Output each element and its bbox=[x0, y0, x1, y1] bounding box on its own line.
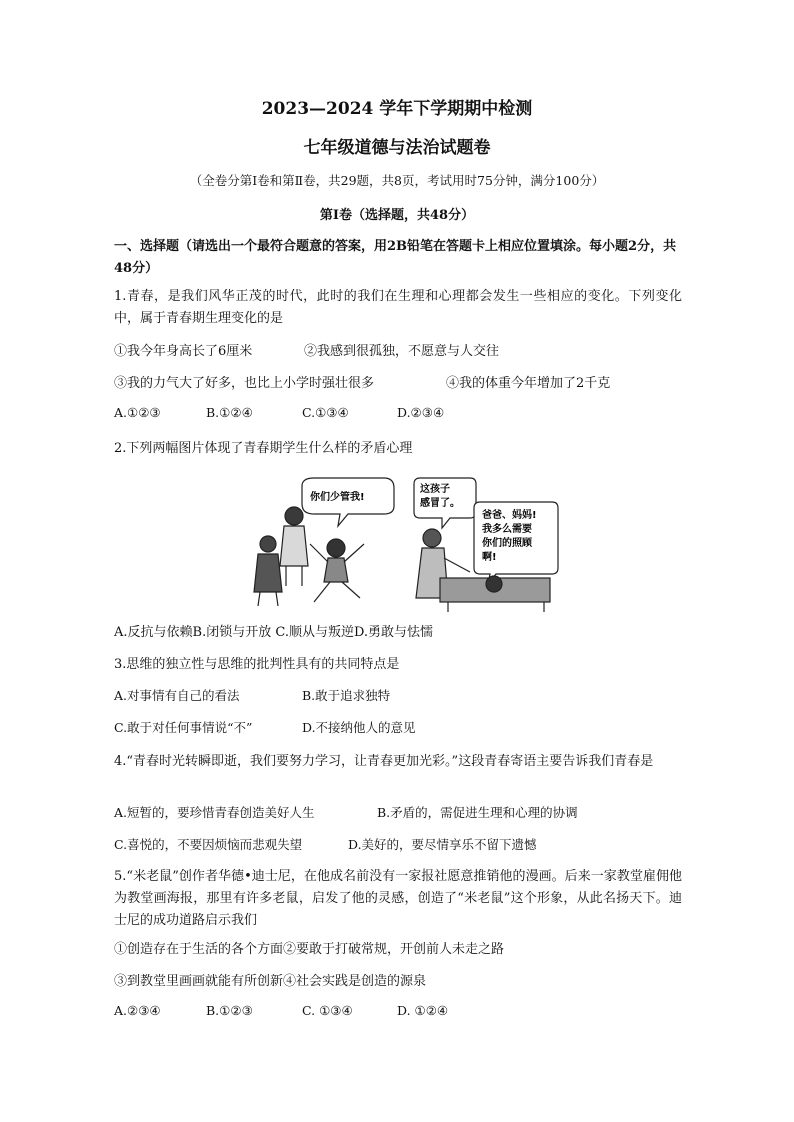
q1-statement-2: ②我感到很孤独，不愿意与人交往 bbox=[304, 344, 500, 359]
q5-statements-1-2: ①创造存在于生活的各个方面②要敢于打破常规，开创前人未走之路 bbox=[114, 942, 505, 957]
q4-option-a: A.短暂的，要珍惜青春创造美好人生 bbox=[114, 805, 315, 820]
q2-bubble-2-line-2: 感冒了。 bbox=[420, 498, 460, 509]
q2-options: A.反抗与依赖B.闭锁与开放 C.顺从与叛逆D.勇敢与怯懦 bbox=[114, 625, 434, 640]
q1-statement-1: ①我今年身高长了6厘米 bbox=[114, 344, 253, 359]
q4-option-b: B.矛盾的，需促进生理和心理的协调 bbox=[377, 805, 578, 820]
exam-title: 2023—2024 学年下学期期中检测 bbox=[261, 99, 533, 119]
q2-bubble-2-line-1: 这孩子 bbox=[420, 484, 450, 495]
q5-option-a: A.②③④ bbox=[114, 1003, 161, 1018]
q1-stem: 1.青春，是我们风华正茂的时代，此时的我们在生理和心理都会发生一些相应的变化。下列变化中，属于青春期生理变化的是 bbox=[114, 289, 682, 326]
q4-option-d: D.美好的，要尽情享乐不留下遗憾 bbox=[348, 837, 537, 852]
q3-option-b: B.敢于追求独特 bbox=[302, 688, 391, 703]
q1-option-c: C.①③④ bbox=[302, 405, 349, 420]
q1-option-d: D.②③④ bbox=[397, 405, 445, 420]
q2-stem: 2.下列两幅图片体现了青春期学生什么样的矛盾心理 bbox=[114, 441, 413, 456]
q3-option-c: C.敢于对任何事情说“不” bbox=[114, 720, 253, 735]
q1-option-a: A.①②③ bbox=[114, 405, 161, 420]
q5-option-b: B.①②③ bbox=[206, 1003, 253, 1018]
q3-option-a: A.对事情有自己的看法 bbox=[114, 688, 240, 703]
q5-statements-3-4: ③到教堂里画画就能有所创新④社会实践是创造的源泉 bbox=[114, 974, 427, 989]
q1-statement-3: ③我的力气大了好多，也比上小学时强壮很多 bbox=[114, 376, 375, 391]
q2-bubble-3-line-4: 啊! bbox=[482, 552, 497, 563]
q2-bubble-3-line-3: 你们的照顾 bbox=[482, 538, 532, 549]
q5-option-c: C. ①③④ bbox=[302, 1003, 353, 1018]
exam-subtitle: 七年级道德与法治试题卷 bbox=[303, 138, 491, 158]
q2-cartoon-image bbox=[244, 474, 560, 614]
q3-option-d: D.不接纳他人的意见 bbox=[302, 720, 416, 735]
q1-statement-4: ④我的体重今年增加了2千克 bbox=[446, 376, 611, 391]
q5-stem: 5.“米老鼠”创作者华德•迪士尼，在他成名前没有一家报社愿意推销他的漫画。后来一家教堂雇佣他为教堂画海报，那里有许多老鼠，启发了他的灵感，创造了“米老鼠”这个形象，从此名扬天下。迪士尼的成功道路启示我们 bbox=[114, 869, 682, 928]
q2-bubble-1: 你们少管我! bbox=[310, 492, 365, 503]
section-instruction: 一、选择题（请选出一个最符合题意的答案，用2B铅笔在答题卡上相应位置填涂。每小题2分，共48分） bbox=[114, 239, 677, 276]
exam-note: （全卷分第Ⅰ卷和第Ⅱ卷，共29题，共8页，考试用时75分钟，满分100分） bbox=[189, 173, 605, 188]
q4-stem: 4.“青春时光转瞬即逝，我们要努力学习，让青春更加光彩。”这段青春寄语主要告诉我们青春是 bbox=[114, 754, 654, 769]
q2-bubble-3-line-2: 我多么需要 bbox=[482, 524, 532, 535]
q3-stem: 3.思维的独立性与思维的批判性具有的共同特点是 bbox=[114, 657, 400, 672]
section-title: 第Ⅰ卷（选择题，共48分） bbox=[319, 208, 475, 223]
q4-option-c: C.喜悦的，不要因烦恼而悲观失望 bbox=[114, 837, 303, 852]
q1-option-b: B.①②④ bbox=[206, 405, 253, 420]
q2-bubble-3-line-1: 爸爸、妈妈! bbox=[482, 510, 537, 521]
q5-option-d: D. ①②④ bbox=[397, 1003, 449, 1018]
